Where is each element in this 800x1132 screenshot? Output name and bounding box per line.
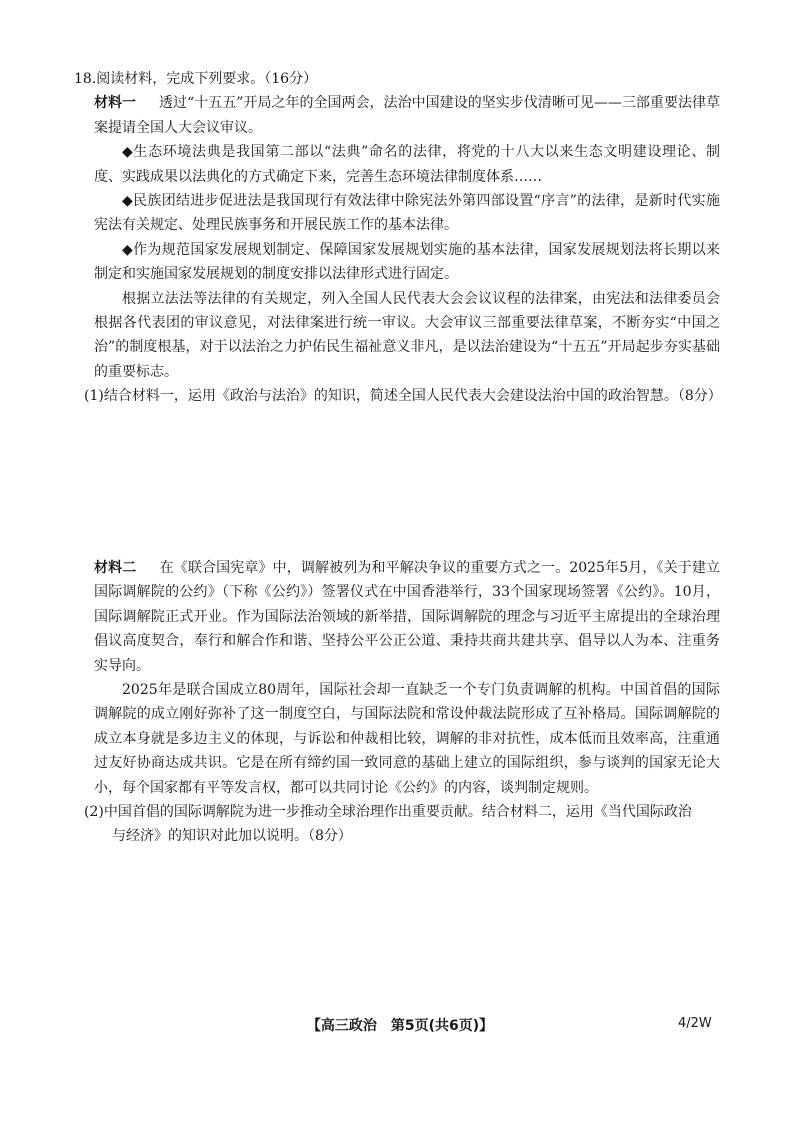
material2-section (80, 556, 720, 849)
material1-intro: 透过“十五五”开局之年的全国两会，法治中国建设的坚实步伐清晰可见——三部重要法律草案提请全国人大会议审议。 (94, 95, 721, 136)
material1-bullet-2: ◆民族团结进步促进法是我国现行有效法律中除宪法外第四部设置“序言”的法律，是新时代实施宪法有关规定、处理民族事务和开展民族工作的基本法律。 (94, 193, 720, 234)
material2-label: 材料二 (94, 560, 137, 576)
sub-question-2-line1: (2)中国首倡的国际调解院为进一步推动全球治理作出重要贡献。结合材料二，运用《当代国际政治 (84, 804, 692, 821)
material1-label: 材料一 (94, 95, 137, 112)
page-footer: 【高三政治 第5页(共6页)】 (306, 1018, 494, 1034)
material2-para2: 2025年是联合国成立80周年，国际社会却一直缺乏一个专门负责调解的机构。中国首倡的国际调解院的成立刚好弥补了这一制度空白，与国际法院和常设仲裁法院形成了互补格局。国际调解院的成立本身就是多边主义的体现，与诉讼和仲裁相比较，调解的非对抗性，成本低而且效率高，注重通过友好协商达成共识。它是在所有缔约国一致同意的基础上建立的国际组织，参与谈判的国家无论大小，每个国家都有平等发言权，都可以共同讨论《公约》的内容，谈判制定规则。 (94, 682, 720, 796)
question-18 (74, 67, 722, 409)
sub-question-1: (1)结合材料一，运用《政治与法治》的知识，简述全国人民代表大会建设法治中国的政治智慧。（8分） (84, 388, 722, 405)
material1-closing: 根据立法法等法律的有关规定，列入全国人民代表大会会议议程的法律案，由宪法和法律委员会根据各代表团的审议意见，对法律案进行统一审议。大会审议三部重要法律草案，不断夯实“中国之治”的制度根基，对于以法治之力护佑民生福祉意义非凡，是以法治建设为“十五五”开局起步夯实基础的重要标志。 (94, 290, 720, 380)
material2-para1: 在《联合国宪章》中，调解被列为和平解决争议的重要方式之一。2025年5月，《关于建立国际调解院的公约》（下称《公约》）签署仪式在中国香港举行，33个国家现场签署《公约》。10月，国际调解院正式开业。作为国际法治领域的新举措，国际调解院的理念与习近平主席提出的全球治理倡议高度契合，奉行和解合作和谐、坚持公平公正公道、秉持共商共建共享、倡导以人为本、注重务实导向。 (94, 560, 721, 674)
page-code: 4/2W (678, 1016, 712, 1031)
question-header: 18.阅读材料，完成下列要求。（16分） (74, 71, 318, 87)
material2-para1-line (80, 556, 720, 678)
sub-question-2-line2: 与经济》的知识对此加以说明。（8分） (112, 828, 352, 845)
material1-bullet-3: ◆作为规范国家发展规划制定、保障国家发展规划实施的基本法律，国家发展规划法将长期以来制定和实施国家发展规划的制度安排以法律形式进行固定。 (94, 241, 720, 283)
material1-intro-line (80, 91, 720, 140)
material1-bullet-1: ◆生态环境法典是我国第二部以“法典”命名的法律，将党的十八大以来生态文明建设理论、制度、实践成果以法典化的方式确定下来，完善生态环境法律制度体系…… (94, 144, 720, 185)
